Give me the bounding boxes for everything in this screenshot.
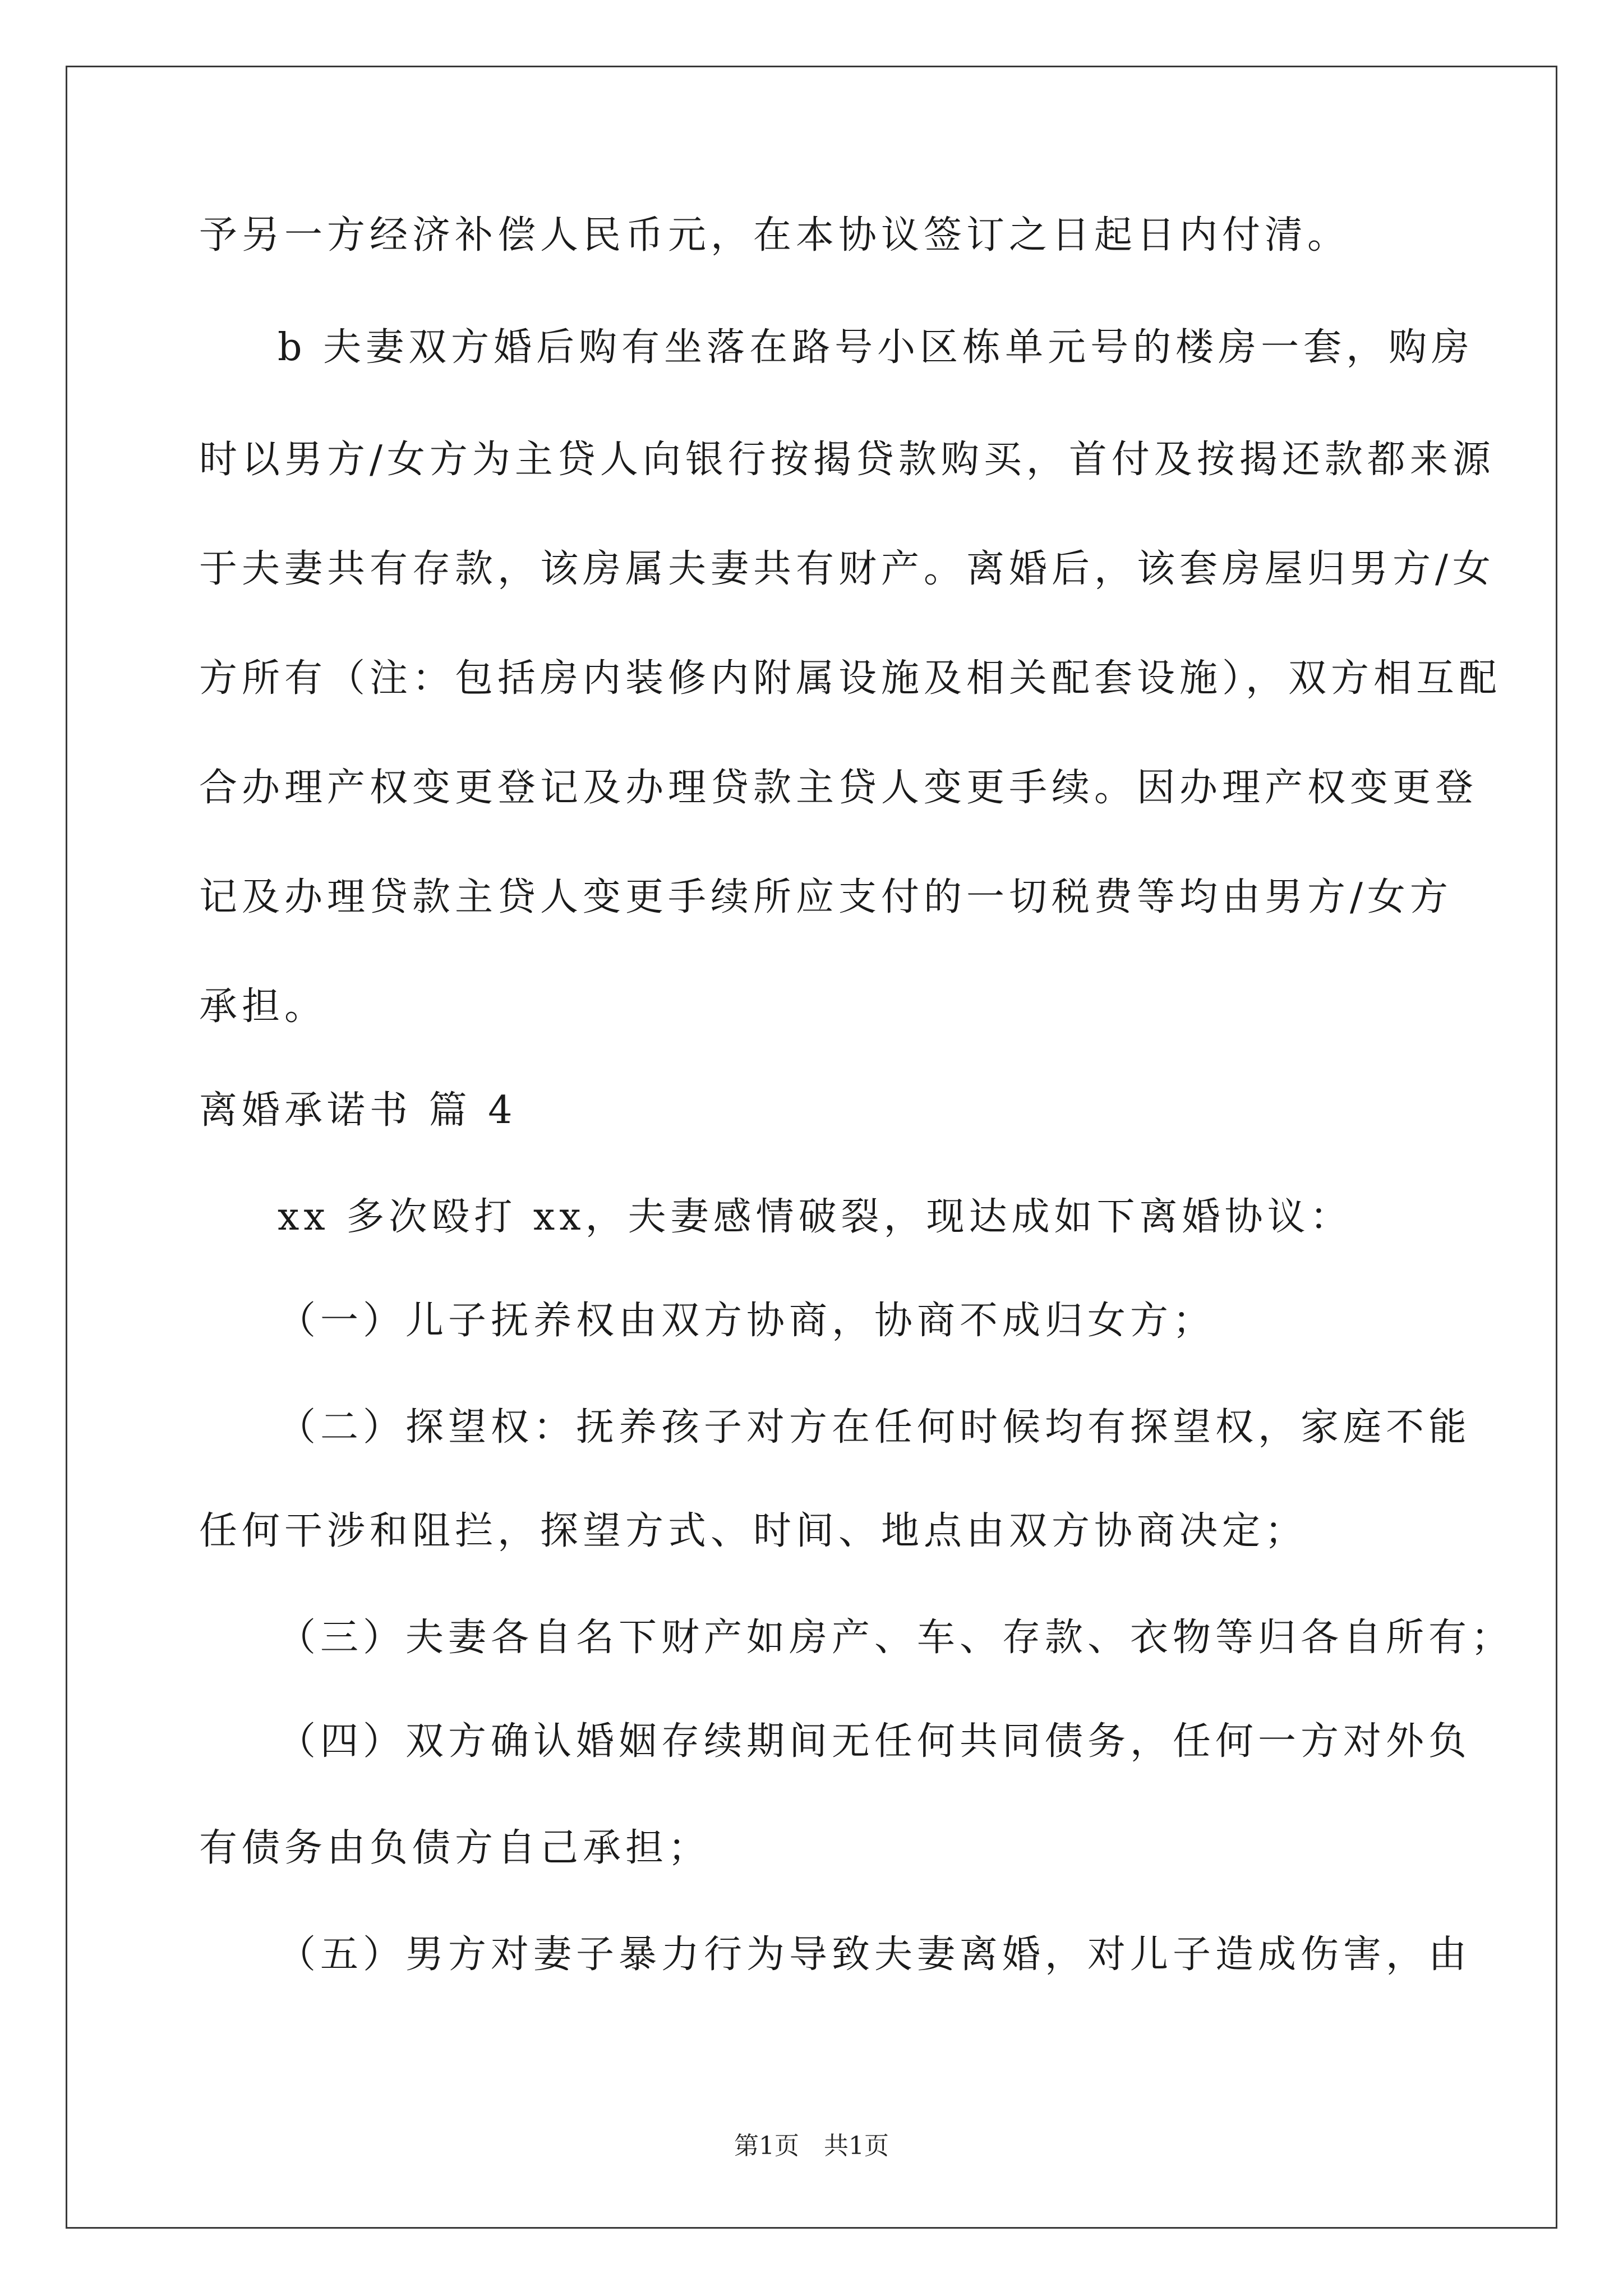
list-item: （五）男方对妻子暴力行为导致夫妻离婚，对儿子造成伤害，由 xyxy=(278,1932,1472,1977)
text-line: 记及办理贷款主贷人变更手续所应支付的一切税费等均由男方/女方 xyxy=(199,875,1453,919)
page-footer: 第1页 共1页 xyxy=(734,2132,889,2160)
text-line: xx 多次殴打 xx，夫妻感情破裂，现达成如下离婚协议： xyxy=(278,1195,1353,1239)
list-item: （一）儿子抚养权由双方协商，协商不成归女方； xyxy=(278,1299,1216,1343)
text-line: 有债务由负债方自己承担； xyxy=(199,1826,711,1870)
text-line: 方所有（注：包括房内装修内附属设施及相关配套设施），双方相互配 xyxy=(199,656,1502,701)
text-line: 合办理产权变更登记及办理贷款主贷人变更手续。因办理产权变更登 xyxy=(199,766,1478,810)
text-line: 任何干涉和阻拦，探望方式、时间、地点由双方协商决定； xyxy=(199,1509,1308,1553)
text-line: 承担。 xyxy=(199,984,328,1029)
text-line: b 夫妻双方婚后购有坐落在路号小区栋单元号的楼房一套，购房 xyxy=(278,325,1474,370)
list-item: （三）夫妻各自名下财产如房产、车、存款、衣物等归各自所有； xyxy=(278,1616,1514,1660)
list-item: （四）双方确认婚姻存续期间无任何共同债务，任何一方对外负 xyxy=(278,1719,1472,1764)
list-item: （二）探望权：抚养孩子对方在任何时候均有探望权，家庭不能 xyxy=(278,1405,1472,1450)
page-border xyxy=(66,66,1557,2229)
text-line: 于夫妻共有存款，该房属夫妻共有财产。离婚后，该套房屋归男方/女 xyxy=(199,547,1495,591)
section-heading: 离婚承诺书 篇 4 xyxy=(199,1088,517,1133)
text-line: 予另一方经济补偿人民币元，在本协议签订之日起日内付清。 xyxy=(199,213,1350,257)
text-line: 时以男方/女方为主贷人向银行按揭贷款购买，首付及按揭还款都来源 xyxy=(199,438,1495,482)
